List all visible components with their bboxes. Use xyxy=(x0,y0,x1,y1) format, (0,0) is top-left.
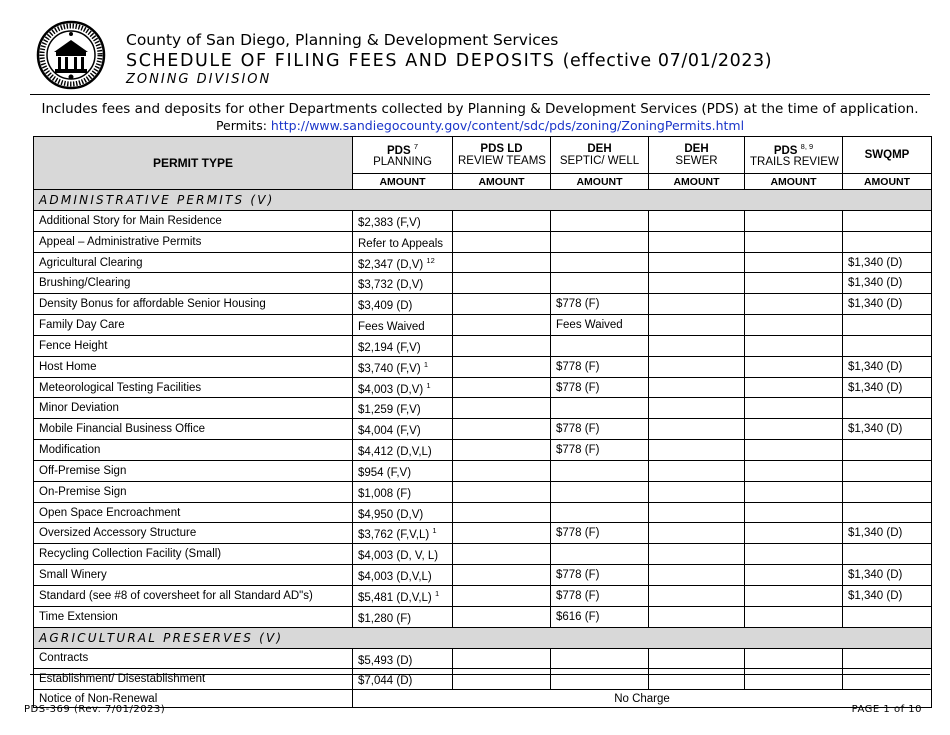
swqmp-cell xyxy=(843,460,932,481)
sewer-cell xyxy=(649,565,745,586)
footer-divider xyxy=(30,674,930,675)
trails-cell xyxy=(745,273,843,294)
permit-name-cell: Recycling Collection Facility (Small) xyxy=(34,544,353,565)
permit-name-cell: Density Bonus for affordable Senior Housing xyxy=(34,294,353,315)
sewer-cell xyxy=(649,585,745,606)
col-header-swqmp: SWQMP xyxy=(843,137,932,174)
septic-cell: $778 (F) xyxy=(551,585,649,606)
ld-cell xyxy=(453,398,551,419)
footnote-ref: 1 xyxy=(423,359,429,369)
header-divider xyxy=(30,94,930,95)
table-row xyxy=(34,460,932,481)
pds-planning-cell: Refer to Appeals xyxy=(353,231,453,252)
amount-header: AMOUNT xyxy=(649,174,745,190)
septic-cell xyxy=(551,398,649,419)
sewer-cell xyxy=(649,211,745,232)
table-row xyxy=(34,231,932,252)
ld-cell xyxy=(453,502,551,523)
swqmp-cell: $1,340 (D) xyxy=(843,252,932,273)
division-name: ZONING DIVISION xyxy=(126,72,272,87)
ld-cell xyxy=(453,585,551,606)
table-row xyxy=(34,294,932,315)
table-row xyxy=(34,523,932,544)
ld-cell xyxy=(453,356,551,377)
swqmp-cell: $1,340 (D) xyxy=(843,294,932,315)
trails-cell xyxy=(745,335,843,356)
pds-planning-cell: $1,280 (F) xyxy=(353,606,453,627)
permit-name-cell: Open Space Encroachment xyxy=(34,502,353,523)
table-row xyxy=(34,440,932,461)
ld-cell xyxy=(453,544,551,565)
pds-planning-cell: $5,493 (D) xyxy=(353,648,453,669)
trails-cell xyxy=(745,398,843,419)
sewer-cell xyxy=(649,606,745,627)
trails-cell xyxy=(745,211,843,232)
septic-cell xyxy=(551,502,649,523)
ld-cell xyxy=(453,419,551,440)
col-header-deh-septic: DEH SEPTIC/ WELL xyxy=(551,137,649,174)
septic-cell xyxy=(551,669,649,690)
county-seal-logo xyxy=(36,20,106,90)
ld-cell xyxy=(453,460,551,481)
table-row xyxy=(34,585,932,606)
pds-planning-cell: $3,732 (D,V) xyxy=(353,273,453,294)
sewer-cell xyxy=(649,252,745,273)
sewer-cell xyxy=(649,398,745,419)
sewer-cell xyxy=(649,460,745,481)
table-row xyxy=(34,211,932,232)
table-row xyxy=(34,648,932,669)
page-number: PAGE 1 of 10 xyxy=(851,704,922,715)
organization-name: County of San Diego, Planning & Development Services xyxy=(126,31,559,49)
amount-header: AMOUNT xyxy=(843,174,932,190)
trails-cell xyxy=(745,419,843,440)
sewer-cell xyxy=(649,419,745,440)
permit-name-cell: Standard (see #8 of coversheet for all Standard AD"s) xyxy=(34,585,353,606)
swqmp-cell xyxy=(843,211,932,232)
septic-cell xyxy=(551,231,649,252)
pds-planning-cell: $3,740 (F,V) $^1$ xyxy=(353,356,453,377)
ld-cell xyxy=(453,648,551,669)
trails-cell xyxy=(745,440,843,461)
septic-cell xyxy=(551,544,649,565)
permit-name-cell: Brushing/Clearing xyxy=(34,273,353,294)
septic-cell: $778 (F) xyxy=(551,294,649,315)
footnote-ref: 1 xyxy=(432,526,437,536)
ld-cell xyxy=(453,377,551,398)
pds-planning-cell: $3,409 (D) xyxy=(353,294,453,315)
footnote-ref: 1 xyxy=(426,380,431,390)
swqmp-cell xyxy=(843,440,932,461)
col-header-pds-trails: PDS $^{8, 9}$ TRAILS REVIEW xyxy=(745,137,843,174)
trails-cell xyxy=(745,294,843,315)
swqmp-cell: $1,340 (D) xyxy=(843,377,932,398)
fees-table xyxy=(33,136,932,708)
table-row xyxy=(34,356,932,377)
sewer-cell xyxy=(649,502,745,523)
swqmp-cell xyxy=(843,606,932,627)
swqmp-cell xyxy=(843,335,932,356)
permit-name-cell: Small Winery xyxy=(34,565,353,586)
septic-cell xyxy=(551,648,649,669)
trails-cell xyxy=(745,565,843,586)
fees-table-body xyxy=(34,190,932,708)
ld-cell xyxy=(453,606,551,627)
swqmp-cell: $1,340 (D) xyxy=(843,273,932,294)
septic-cell xyxy=(551,252,649,273)
trails-cell xyxy=(745,648,843,669)
sewer-cell xyxy=(649,294,745,315)
section-header xyxy=(34,190,932,211)
form-id: PDS-369 (Rev. 7/01/2023) xyxy=(24,704,166,715)
pds-planning-cell: $954 (F,V) xyxy=(353,460,453,481)
swqmp-cell xyxy=(843,502,932,523)
sewer-cell xyxy=(649,544,745,565)
table-row xyxy=(34,690,932,708)
septic-cell xyxy=(551,481,649,502)
ld-cell xyxy=(453,315,551,336)
trails-cell xyxy=(745,523,843,544)
ld-cell xyxy=(453,273,551,294)
table-row xyxy=(34,565,932,586)
amount-header: AMOUNT xyxy=(453,174,551,190)
trails-cell xyxy=(745,481,843,502)
pds-planning-cell: $7,044 (D) xyxy=(353,669,453,690)
swqmp-cell: $1,340 (D) xyxy=(843,565,932,586)
amount-header: AMOUNT xyxy=(353,174,453,190)
permit-name-cell: Meteorological Testing Facilities xyxy=(34,377,353,398)
permit-name-cell: Notice of Non-Renewal xyxy=(34,690,353,708)
col-header-pds-ld: PDS LD REVIEW TEAMS xyxy=(453,137,551,174)
swqmp-cell xyxy=(843,398,932,419)
table-row xyxy=(34,669,932,690)
sewer-cell xyxy=(649,481,745,502)
merged-fee-cell: No Charge xyxy=(353,690,932,708)
table-row xyxy=(34,315,932,336)
table-row xyxy=(34,544,932,565)
trails-cell xyxy=(745,315,843,336)
permits-line xyxy=(30,118,930,134)
permit-name-cell: Establishment/ Disestablishment xyxy=(34,669,353,690)
permit-name-cell: On-Premise Sign xyxy=(34,481,353,502)
table-row xyxy=(34,252,932,273)
pds-planning-cell: $2,347 (D,V) $^{12}$ xyxy=(353,252,453,273)
permit-name-cell: Mobile Financial Business Office xyxy=(34,419,353,440)
septic-cell: $778 (F) xyxy=(551,523,649,544)
septic-cell: $778 (F) xyxy=(551,377,649,398)
septic-cell xyxy=(551,211,649,232)
trails-cell xyxy=(745,502,843,523)
septic-cell: $778 (F) xyxy=(551,565,649,586)
pds-planning-cell: $1,008 (F) xyxy=(353,481,453,502)
table-row xyxy=(34,481,932,502)
table-row xyxy=(34,502,932,523)
ld-cell xyxy=(453,481,551,502)
trails-cell xyxy=(745,252,843,273)
pds-planning-cell: $4,003 (D,V,L) xyxy=(353,565,453,586)
amount-header: AMOUNT xyxy=(551,174,649,190)
section-header xyxy=(34,627,932,648)
sewer-cell xyxy=(649,669,745,690)
permit-name-cell: Contracts xyxy=(34,648,353,669)
swqmp-cell xyxy=(843,315,932,336)
footnote-ref: 12 xyxy=(426,255,435,265)
permit-name-cell: Additional Story for Main Residence xyxy=(34,211,353,232)
permit-name-cell: Family Day Care xyxy=(34,315,353,336)
permits-label: Permits: xyxy=(215,118,267,133)
trails-cell xyxy=(745,669,843,690)
pds-planning-cell: $5,481 (D,V,L) $^1$ xyxy=(353,585,453,606)
ld-cell xyxy=(453,211,551,232)
sewer-cell xyxy=(649,231,745,252)
permits-link[interactable]: http://www.sandiegocounty.gov/content/sdc/pds/zoning/ZoningPermits.html xyxy=(270,118,745,133)
pds-planning-cell: $4,950 (D,V) xyxy=(353,502,453,523)
col-header-pds-planning: PDS $^7$ PLANNING xyxy=(353,137,453,174)
septic-cell xyxy=(551,460,649,481)
pds-planning-cell: $3,762 (F,V,L) $^1$ xyxy=(353,523,453,544)
pds-planning-cell: Fees Waived xyxy=(353,315,453,336)
swqmp-cell xyxy=(843,648,932,669)
footnote-ref: 1 xyxy=(434,588,440,598)
table-row xyxy=(34,377,932,398)
sewer-cell xyxy=(649,356,745,377)
permit-name-cell: Host Home xyxy=(34,356,353,377)
table-row xyxy=(34,273,932,294)
swqmp-cell xyxy=(843,481,932,502)
document-title xyxy=(126,50,772,72)
sewer-cell xyxy=(649,440,745,461)
swqmp-cell xyxy=(843,669,932,690)
swqmp-cell: $1,340 (D) xyxy=(843,419,932,440)
permit-name-cell: Oversized Accessory Structure xyxy=(34,523,353,544)
sewer-cell xyxy=(649,315,745,336)
ld-cell xyxy=(453,335,551,356)
permit-name-cell: Fence Height xyxy=(34,335,353,356)
septic-cell: $616 (F) xyxy=(551,606,649,627)
table-row xyxy=(34,419,932,440)
table-row xyxy=(34,606,932,627)
ld-cell xyxy=(453,523,551,544)
permit-name-cell: Minor Deviation xyxy=(34,398,353,419)
trails-cell xyxy=(745,460,843,481)
swqmp-cell xyxy=(843,231,932,252)
title-text: SCHEDULE OF FILING FEES AND DEPOSITS xyxy=(126,51,556,71)
table-row xyxy=(34,398,932,419)
swqmp-cell xyxy=(843,544,932,565)
ld-cell xyxy=(453,252,551,273)
pds-planning-cell: $1,259 (F,V) xyxy=(353,398,453,419)
amount-header: AMOUNT xyxy=(745,174,843,190)
sewer-cell xyxy=(649,273,745,294)
pds-planning-cell: $2,383 (F,V) xyxy=(353,211,453,232)
permit-name-cell: Agricultural Clearing xyxy=(34,252,353,273)
septic-cell: $778 (F) xyxy=(551,419,649,440)
trails-cell xyxy=(745,231,843,252)
permit-name-cell: Time Extension xyxy=(34,606,353,627)
pds-planning-cell: $4,003 (D,V) $^1$ xyxy=(353,377,453,398)
pds-planning-cell: $4,412 (D,V,L) xyxy=(353,440,453,461)
pds-planning-cell: $4,004 (F,V) xyxy=(353,419,453,440)
septic-cell: $778 (F) xyxy=(551,440,649,461)
table-row xyxy=(34,335,932,356)
trails-cell xyxy=(745,377,843,398)
trails-cell xyxy=(745,356,843,377)
trails-cell xyxy=(745,606,843,627)
septic-cell: $778 (F) xyxy=(551,356,649,377)
ld-cell xyxy=(453,231,551,252)
sewer-cell xyxy=(649,377,745,398)
swqmp-cell: $1,340 (D) xyxy=(843,585,932,606)
septic-cell xyxy=(551,335,649,356)
effective-date: (effective 07/01/2023) xyxy=(562,51,773,71)
ld-cell xyxy=(453,440,551,461)
sewer-cell xyxy=(649,523,745,544)
pds-planning-cell: $4,003 (D, V, L) xyxy=(353,544,453,565)
permit-name-cell: Off-Premise Sign xyxy=(34,460,353,481)
swqmp-cell: $1,340 (D) xyxy=(843,523,932,544)
sewer-cell xyxy=(649,648,745,669)
document-header xyxy=(126,30,772,88)
intro-text: Includes fees and deposits for other Departments collected by Planning & Development Services (PDS) at the time of application. xyxy=(41,101,919,117)
septic-cell xyxy=(551,273,649,294)
ld-cell xyxy=(453,565,551,586)
permit-name-cell: Appeal – Administrative Permits xyxy=(34,231,353,252)
swqmp-cell: $1,340 (D) xyxy=(843,356,932,377)
trails-cell xyxy=(745,544,843,565)
septic-cell: Fees Waived xyxy=(551,315,649,336)
sewer-cell xyxy=(649,335,745,356)
permit-name-cell: Modification xyxy=(34,440,353,461)
section-title: ADMINISTRATIVE PERMITS (V) xyxy=(34,190,932,211)
col-header-deh-sewer: DEH SEWER xyxy=(649,137,745,174)
permit-type-header: PERMIT TYPE xyxy=(34,137,353,190)
trails-cell xyxy=(745,585,843,606)
section-title: AGRICULTURAL PRESERVES (V) xyxy=(34,627,932,648)
pds-planning-cell: $2,194 (F,V) xyxy=(353,335,453,356)
ld-cell xyxy=(453,669,551,690)
ld-cell xyxy=(453,294,551,315)
